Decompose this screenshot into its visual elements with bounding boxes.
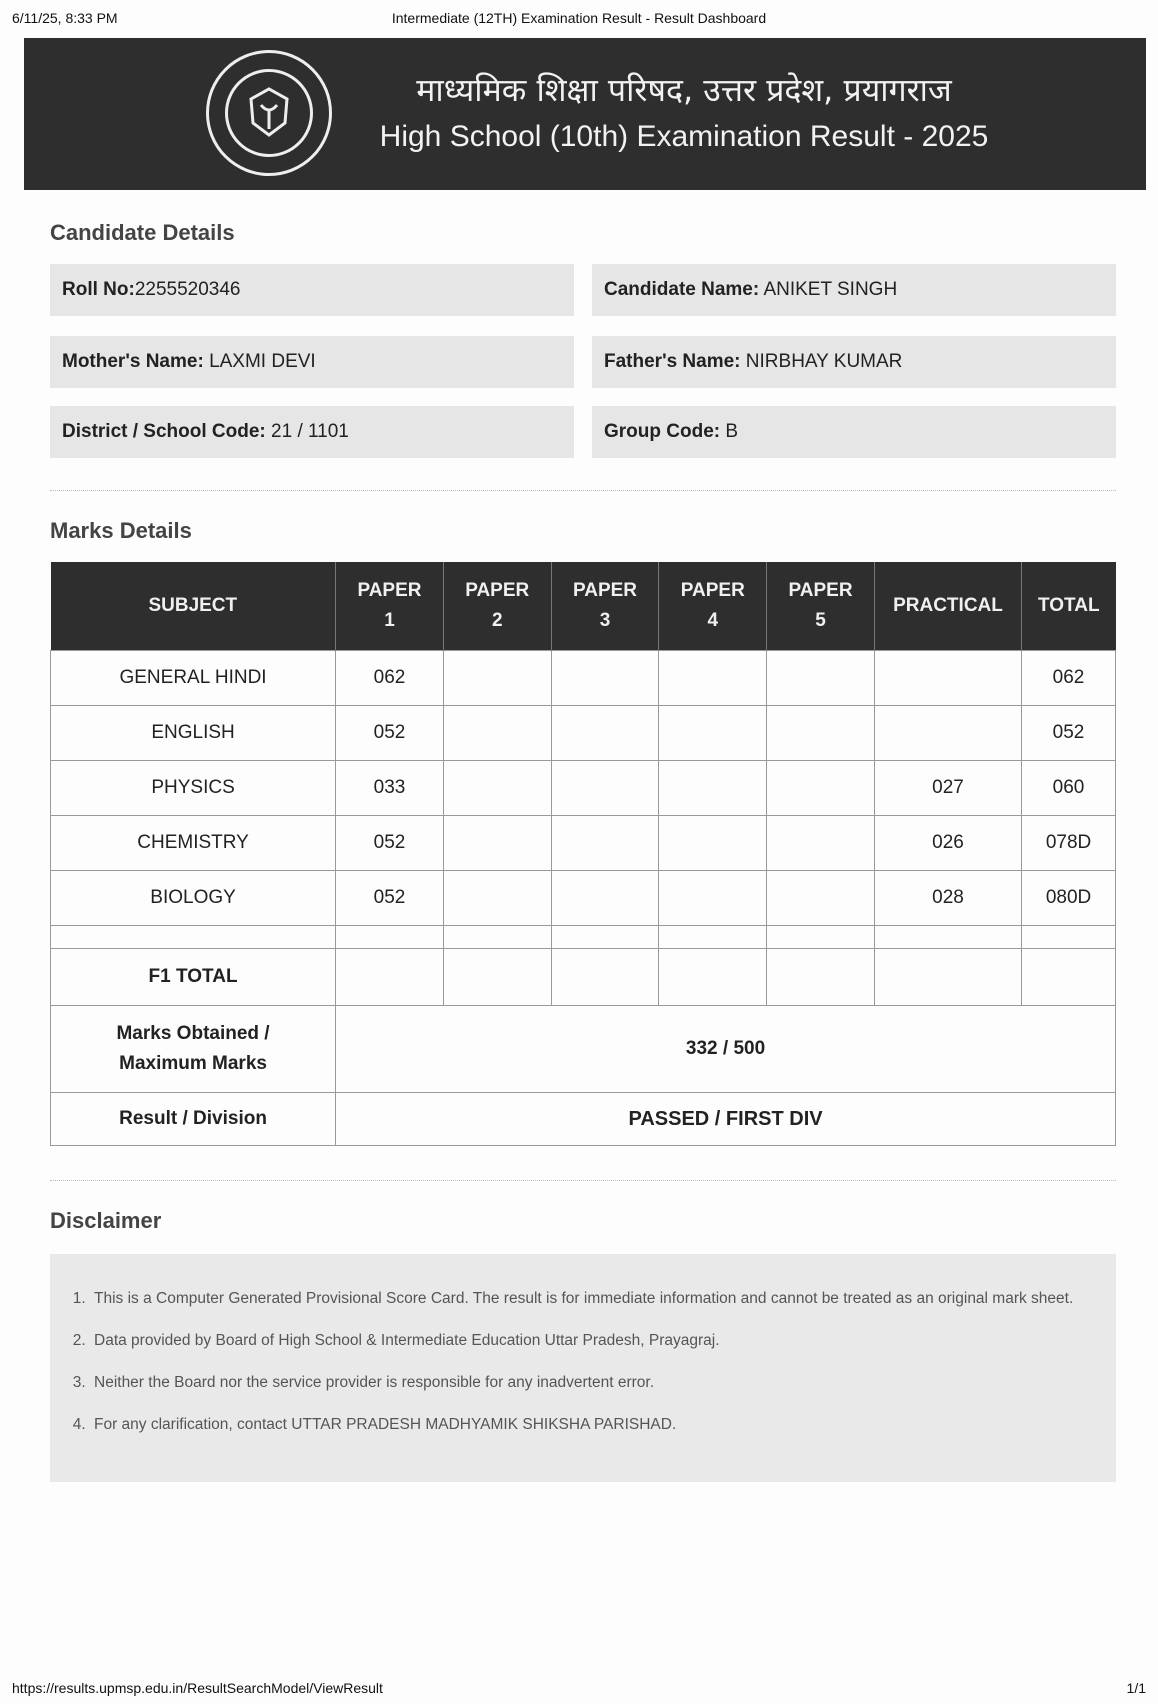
total-cell: 060 xyxy=(1022,761,1116,816)
paper-1-cell: 052 xyxy=(336,706,444,761)
school-code-value: 21 / 1101 xyxy=(271,421,349,442)
col-paper-5: PAPER 5 xyxy=(767,562,875,651)
print-header xyxy=(0,10,1158,30)
subject-cell: CHEMISTRY xyxy=(51,816,336,871)
marks-header-row xyxy=(51,562,1116,651)
list-item: 4. For any clarification, contact UTTAR PRADESH MADHYAMIK SHIKSHA PARISHAD. xyxy=(90,1410,1086,1440)
candidate-name-value: ANIKET SINGH xyxy=(763,279,898,300)
subject-cell: ENGLISH xyxy=(51,706,336,761)
practical-cell: 028 xyxy=(874,871,1021,926)
list-item: 1. This is a Computer Generated Provisional Score Card. The result is for immediate information and cannot be treated as an original mark sheet. xyxy=(90,1284,1086,1314)
result-value: PASSED / FIRST DIV xyxy=(336,1093,1116,1146)
table-row xyxy=(51,816,1116,871)
table-row xyxy=(51,651,1116,706)
roll-value: 2255520346 xyxy=(134,279,241,300)
col-paper-1: PAPER 1 xyxy=(336,562,444,651)
total-cell: 052 xyxy=(1022,706,1116,761)
table-row xyxy=(51,706,1116,761)
section-divider xyxy=(50,1180,1116,1181)
list-item: 2. Data provided by Board of High School & Intermediate Education Uttar Pradesh, Prayagraj. xyxy=(90,1326,1086,1356)
exam-title: High School (10th) Examination Result - 2025 xyxy=(379,120,989,153)
mother-name-card xyxy=(50,336,574,388)
group-code-label: Group Code: xyxy=(604,421,721,442)
section-divider xyxy=(50,490,1116,491)
paper-1-cell: 052 xyxy=(336,871,444,926)
print-url: https://results.upmsp.edu.in/ResultSearchModel/ViewResult xyxy=(12,1680,383,1696)
paper-1-cell: 062 xyxy=(336,651,444,706)
subject-cell: GENERAL HINDI xyxy=(51,651,336,706)
practical-cell: 026 xyxy=(874,816,1021,871)
candidate-details-title: Candidate Details xyxy=(50,220,235,245)
candidate-name-card xyxy=(592,264,1116,316)
marks-table xyxy=(50,562,1116,1146)
col-paper-2: PAPER 2 xyxy=(443,562,551,651)
subject-cell: BIOLOGY xyxy=(51,871,336,926)
spacer-row xyxy=(51,926,1116,949)
table-row xyxy=(51,871,1116,926)
list-item: 3. Neither the Board nor the service provider is responsible for any inadvertent error. xyxy=(90,1368,1086,1398)
father-name-label: Father's Name: xyxy=(604,351,741,372)
subject-cell: PHYSICS xyxy=(51,761,336,816)
print-page-number: 1/1 xyxy=(1126,1680,1146,1696)
marks-obtained-value: 332 / 500 xyxy=(336,1006,1116,1093)
roll-label: Roll No: xyxy=(62,279,135,300)
result-banner xyxy=(24,38,1146,190)
f1-total-label: F1 TOTAL xyxy=(51,949,336,1006)
paper-1-cell: 033 xyxy=(336,761,444,816)
print-datetime: 6/11/25, 8:33 PM xyxy=(12,10,118,26)
board-name-hindi: माध्यमिक शिक्षा परिषद, उत्तर प्रदेश, प्रयागराज xyxy=(416,71,952,109)
disclaimer-list xyxy=(50,1254,1116,1440)
paper-1-cell: 052 xyxy=(336,816,444,871)
f1-total-row xyxy=(51,949,1116,1006)
col-subject: SUBJECT xyxy=(51,562,336,651)
col-paper-4: PAPER 4 xyxy=(659,562,767,651)
result-label: Result / Division xyxy=(51,1093,336,1146)
print-page-title: Intermediate (12TH) Examination Result - Result Dashboard xyxy=(391,10,767,26)
up-government-seal-icon xyxy=(206,50,332,176)
group-code-value: B xyxy=(725,421,739,442)
father-name-value: NIRBHAY KUMAR xyxy=(745,351,903,372)
father-name-card xyxy=(592,336,1116,388)
disclaimer-box xyxy=(50,1254,1116,1482)
practical-cell: 027 xyxy=(874,761,1021,816)
total-cell: 062 xyxy=(1022,651,1116,706)
col-practical: PRACTICAL xyxy=(874,562,1021,651)
total-cell: 078D xyxy=(1022,816,1116,871)
marks-obtained-row xyxy=(51,1006,1116,1093)
col-total: TOTAL xyxy=(1022,562,1116,651)
practical-cell xyxy=(874,651,1021,706)
print-footer xyxy=(0,1680,1158,1700)
result-row xyxy=(51,1093,1116,1146)
marks-obtained-label: Marks Obtained / Maximum Marks xyxy=(51,1006,336,1093)
roll-number-card xyxy=(50,264,574,316)
table-row xyxy=(51,761,1116,816)
col-paper-3: PAPER 3 xyxy=(551,562,659,651)
marks-details-title: Marks Details xyxy=(50,518,192,543)
mother-name-label: Mother's Name: xyxy=(62,351,204,372)
mother-name-value: LAXMI DEVI xyxy=(209,351,316,372)
school-code-card xyxy=(50,406,574,458)
group-code-card xyxy=(592,406,1116,458)
practical-cell xyxy=(874,706,1021,761)
total-cell: 080D xyxy=(1022,871,1116,926)
candidate-name-label: Candidate Name: xyxy=(604,279,760,300)
disclaimer-title: Disclaimer xyxy=(50,1208,162,1233)
school-code-label: District / School Code: xyxy=(62,421,266,442)
